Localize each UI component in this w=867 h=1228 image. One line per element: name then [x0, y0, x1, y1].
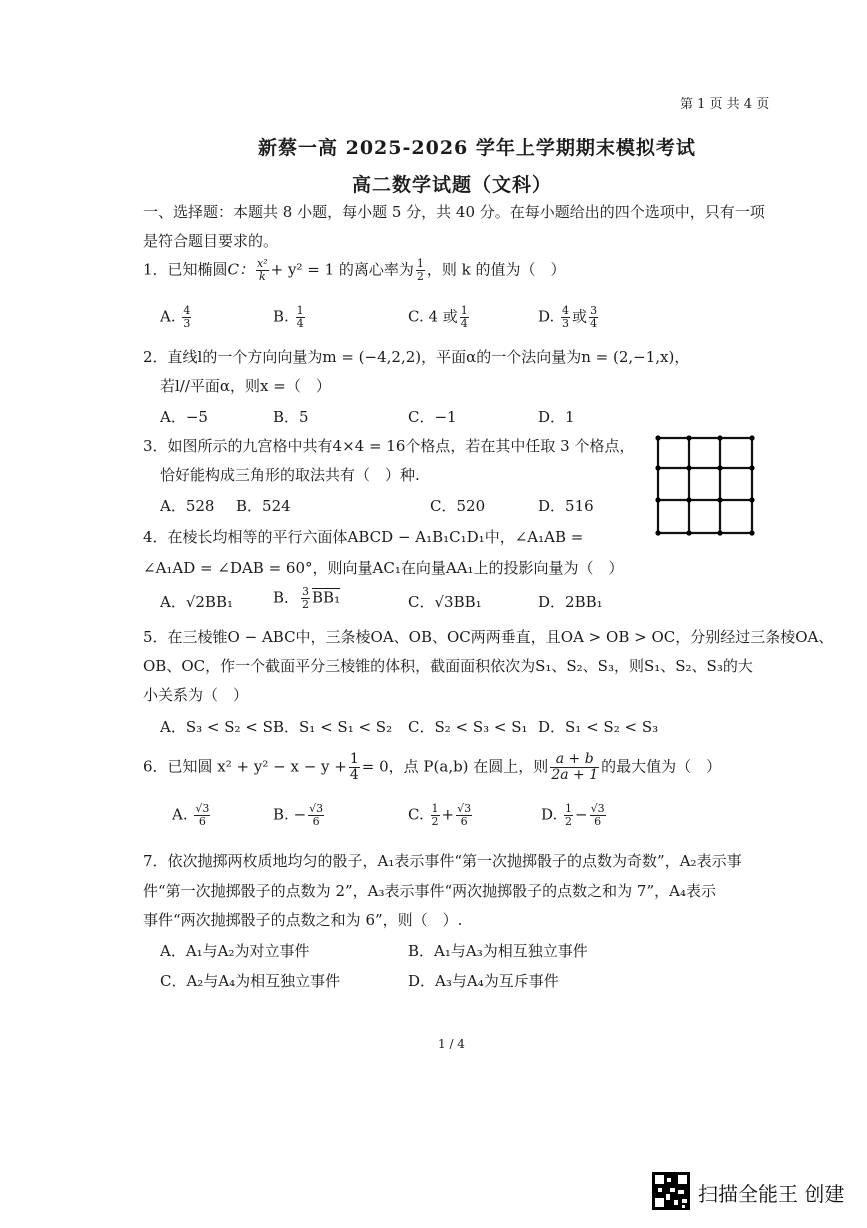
q3-option-b: B．524	[236, 497, 291, 515]
q2-option-d: D．1	[538, 408, 575, 426]
q5-option-d: D．S₁ < S₂ < S₃	[538, 718, 659, 736]
q4-option-b: B． $\frac{3}{2}$ BB₁	[273, 585, 341, 611]
question-3-line2: 恰好能构成三角形的取法共有（ ）种.	[160, 466, 420, 484]
question-2-line1: 2．直线l的一个方向向量为m = (−4,2,2)，平面α的一个法向量为n = (2,−1,x)，	[143, 348, 690, 366]
exam-subtitle: 高二数学试题（文科）	[352, 174, 553, 196]
question-4-line1: 4．在棱长均相等的平行六面体ABCD − A₁B₁C₁D₁中，∠A₁AB =	[143, 528, 584, 546]
q7-option-b: B．A₁与A₃为相互独立事件	[408, 942, 588, 960]
question-5-line3: 小关系为（ ）	[143, 686, 249, 704]
question-2-line2: 若l//平面α，则x =（ ）	[160, 377, 331, 395]
question-6-stem: 6．已知圆 x² + y² − x − y + $\frac{1}{4}$ = 0，点 P(a,b) 在圆上，则 $\frac{a + b}{2a + 1}$ 的最大值为（ ）	[143, 751, 722, 783]
q7-option-a: A．A₁与A₂为对立事件	[160, 942, 310, 960]
qr-code-icon	[652, 1172, 690, 1210]
q1-prefix: 1．已知椭圆	[143, 260, 228, 279]
q5-option-c: C．S₂ < S₃ < S₁	[408, 718, 528, 736]
question-1-stem	[143, 258, 566, 283]
question-3-line1: 3．如图所示的九宫格中共有4×4 = 16个格点，若在其中任取 3 个格点，	[143, 437, 635, 455]
q6-option-c: C. $\frac{1}{2}$ + $\frac{√3}{6}$	[408, 802, 472, 828]
q6-option-a: A. $\frac{√3}{6}$	[172, 802, 210, 828]
q1-half-n: 1	[416, 257, 424, 270]
q4-option-a: A．√2BB₁	[160, 593, 233, 611]
q1-half-d: 2	[416, 270, 424, 283]
q2-option-c: C．−1	[408, 408, 457, 426]
page-number: 1 / 4	[438, 1037, 465, 1051]
section-instructions-line2: 是符合题目要求的。	[143, 232, 279, 250]
q2-option-b: B．5	[273, 408, 309, 426]
q5-option-a: A．S₃ < S₂ < S₁	[160, 718, 279, 736]
q2-option-a: A．−5	[160, 408, 208, 426]
grid-figure	[652, 430, 758, 540]
question-5-line2: OB、OC，作一个截面平分三棱锥的体积，截面面积依次为S₁、S₂、S₃，则S₁、S₂、S₃的大	[143, 657, 753, 675]
q7-option-d: D．A₃与A₄为互斥事件	[408, 972, 559, 990]
q1-c-label: C：	[227, 260, 255, 279]
q6-option-d: D. $\frac{1}{2}$ − $\frac{√3}{6}$	[541, 802, 605, 828]
question-5-line1: 5．在三棱锥O − ABC中，三条棱OA、OB、OC两两垂直，且OA > OB > OC，分别经过三条棱OA、	[143, 628, 834, 646]
q1-option-a: A. $\frac{4}{3}$	[160, 304, 191, 330]
q1-end: ，则 k 的值为（ ）	[426, 260, 566, 279]
q1-option-b: B. $\frac{1}{4}$	[273, 304, 304, 330]
q4-option-c: C．√3BB₁	[408, 593, 482, 611]
question-4-line2: ∠A₁AD = ∠DAB = 60°，则向量AC₁在向量AA₁上的投影向量为（ ）	[143, 559, 624, 577]
q1-tail: + y² = 1 的离心率为	[270, 260, 414, 279]
scanner-brand: 扫描全能王 创建	[698, 1182, 845, 1206]
q4-option-d: D．2BB₁	[538, 593, 603, 611]
q1-option-c: C. 4 或 $\frac{1}{4}$	[408, 304, 468, 330]
section-instructions-line1: 一、选择题：本题共 8 小题，每小题 5 分，共 40 分。在每小题给出的四个选项中，只有一项	[143, 203, 765, 221]
q3-option-a: A．528	[160, 497, 215, 515]
question-7-line2: 件“第一次抛掷骰子的点数为 2”，A₃表示事件“两次抛掷骰子的点数之和为 7”，A₄表示	[143, 882, 716, 900]
q1-k: k	[259, 270, 266, 283]
q7-option-c: C．A₂与A₄为相互独立事件	[160, 972, 341, 990]
exam-title: 新蔡一高 2025-2026 学年上学期期末模拟考试	[258, 137, 696, 159]
question-7-line1: 7．依次抛掷两枚质地均匀的骰子，A₁表示事件“第一次抛掷骰子的点数为奇数”，A₂表示事	[143, 852, 742, 870]
q1-option-d: D. $\frac{4}{3}$ 或 $\frac{3}{4}$	[538, 304, 598, 330]
q3-option-c: C．520	[430, 497, 486, 515]
question-7-line3: 事件“两次抛掷骰子的点数之和为 6”，则（ ）.	[143, 911, 463, 929]
q1-x2: x²	[257, 257, 268, 270]
q3-option-d: D．516	[538, 497, 594, 515]
q5-option-b: B．S₁ < S₁ < S₂	[273, 718, 393, 736]
q6-option-b: B. − $\frac{√3}{6}$	[273, 802, 324, 828]
page-indicator: 第 1 页 共 4 页	[680, 97, 770, 112]
